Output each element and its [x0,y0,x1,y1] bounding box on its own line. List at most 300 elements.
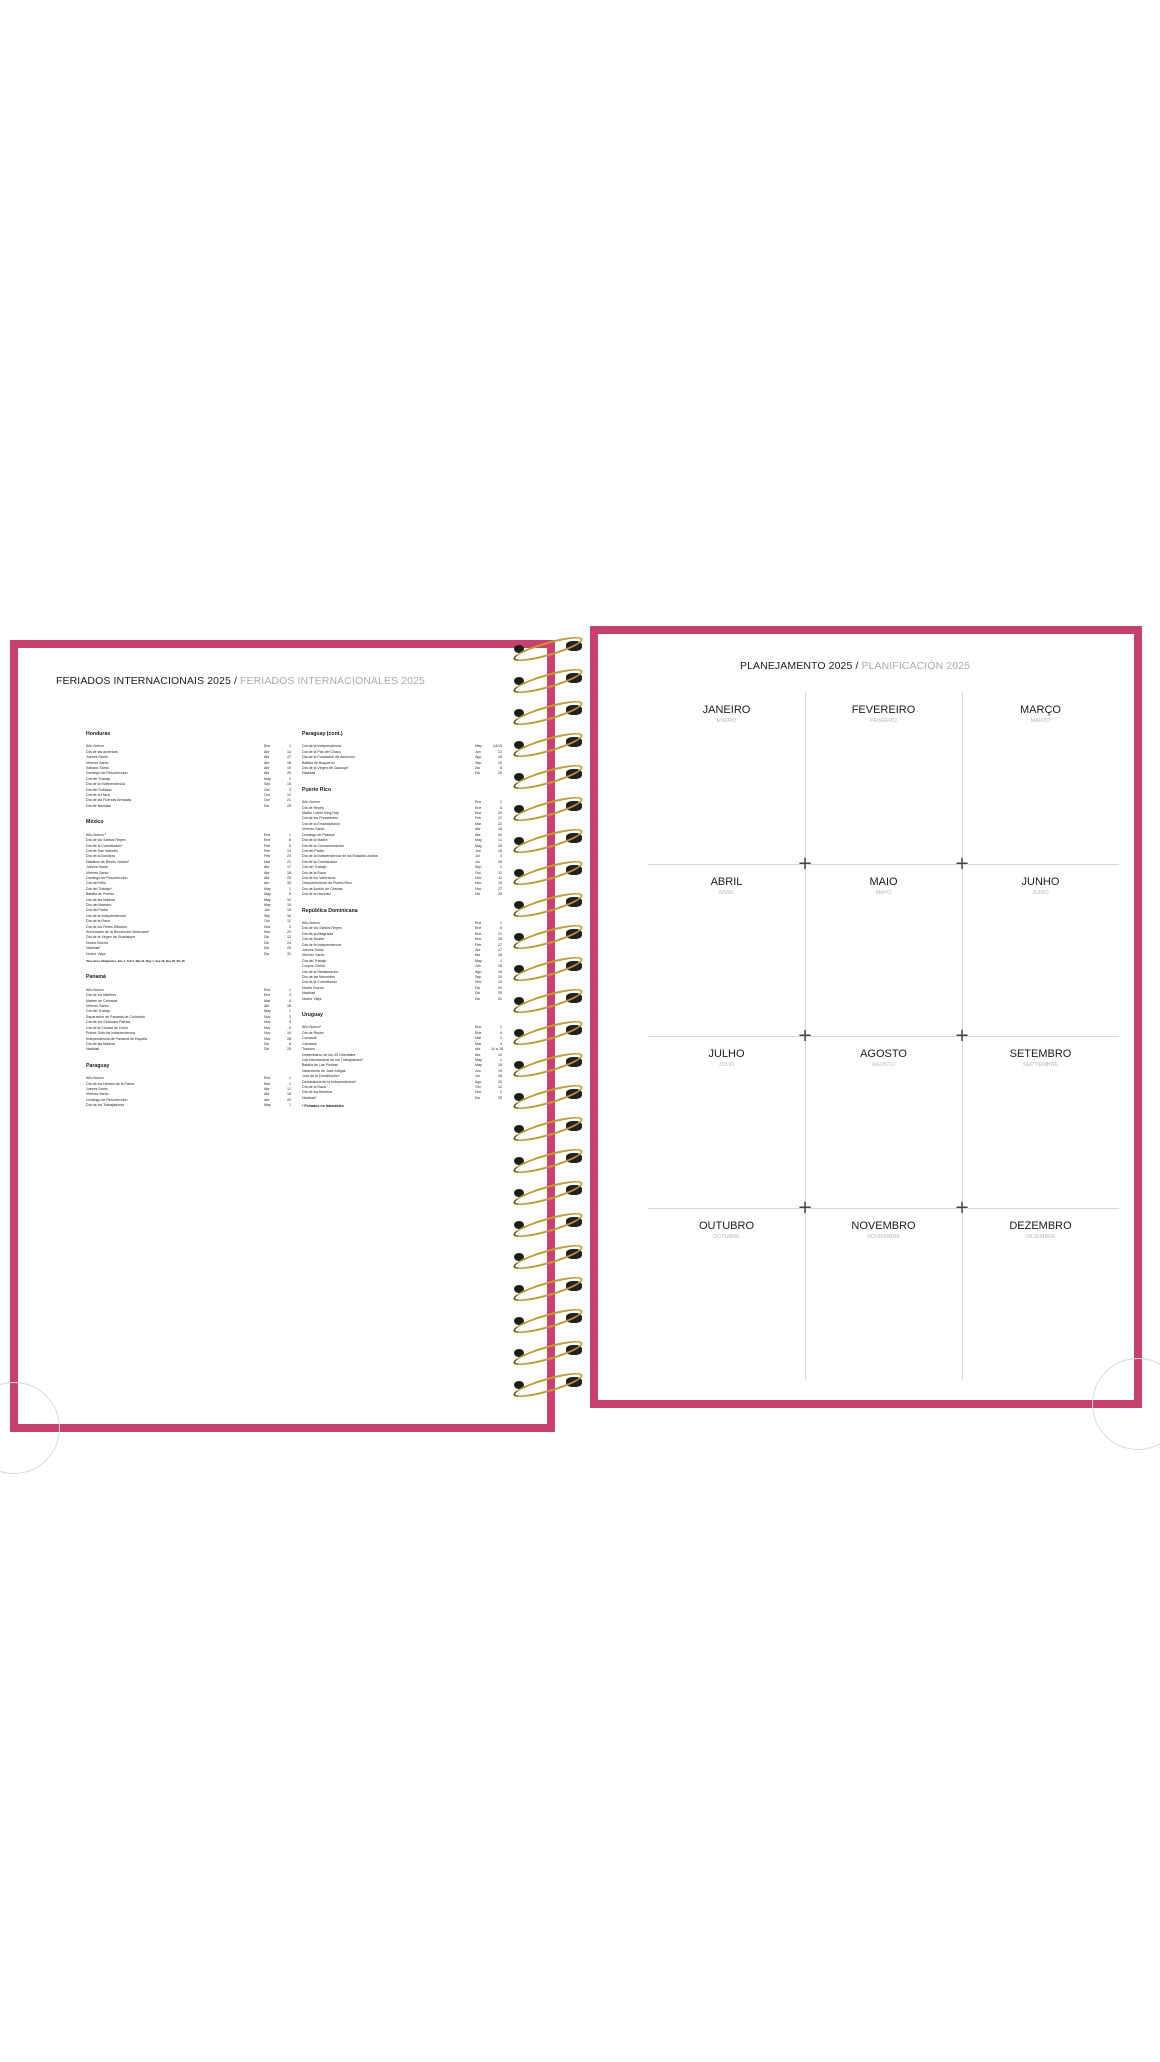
holiday-month: Dic [475,771,481,776]
spiral-ring [512,832,586,850]
holiday-name: Día de Reyes [302,1030,324,1035]
holiday-day: 16 [287,913,291,918]
holiday-name: Jueves Santo [86,755,108,760]
holiday-day: 27 [498,886,502,891]
holiday-day: 31 [498,996,502,1001]
holiday-day: 2 [500,1090,502,1095]
holiday-name: Batalla de Las Piedras [302,1063,338,1068]
holiday-day: 18 [498,827,502,832]
month-name-es: JUNIO [1032,890,1049,896]
holiday-month: Mar [264,859,271,864]
holiday-day: 6 [500,926,502,931]
month-name-es: NOVIEMBRE [866,1234,900,1240]
right-page-title [740,660,970,672]
holiday-name: Día de la Independencia de los Estados Unidos [302,854,378,859]
holiday-month: Oct [475,870,481,875]
holiday-month: Ene [475,1025,482,1030]
holiday-row [86,952,291,957]
holiday-month: Abr [264,766,270,771]
holiday-month: May [475,1057,482,1062]
holiday-month: Ene [264,987,271,992]
holiday-month: May [264,897,271,902]
holiday-day: 18 [287,1092,291,1097]
holiday-name: Jueves Santo [302,948,324,952]
holiday-row [302,997,502,1002]
holiday-day: 15 [498,848,502,853]
holiday-day: 6 [500,1030,502,1035]
grid-cross-mark: + [954,853,970,874]
right-title-separator: / [852,660,862,672]
holiday-name: Batalla de Puebla [86,892,115,897]
month-name: MAIO [869,876,898,888]
holiday-day: 30 [287,881,291,886]
holiday-day: 6 [500,805,502,810]
holiday-name: Domingo de Resurrección [86,875,128,880]
holiday-day: 1 [289,1103,291,1108]
holiday-month: Dic [475,1095,481,1100]
holiday-day: 21 [498,931,502,936]
holiday-name: Día de la Navidad [302,892,331,897]
holiday-day: 24 [498,975,502,980]
holiday-name: Día de los Símbolos Patrios [86,1020,131,1025]
spiral-ring [512,1248,586,1266]
holiday-month: Ene [475,926,482,931]
holiday-day: 12 [498,870,502,875]
holiday-name: Día Internacional de los Trabajadores* [302,1057,364,1062]
holiday-name: Jueves Santo [86,865,108,870]
holiday-name: Domingo de Resurrección [86,771,128,776]
holiday-name: Día de los Presidentes [302,816,339,821]
holiday-day: 1 [500,865,502,870]
holiday-month: Ago [475,755,482,760]
holiday-name: Corpus Christi [302,964,325,969]
holiday-month: Abr [475,832,481,837]
holiday-name: Día del Trabajo* [86,886,112,891]
holiday-month: Mar [475,1036,482,1041]
holiday-name: Día de Navidad [86,803,111,808]
holiday-name: Viernes Santo [302,827,325,832]
holiday-day: 14 a 18 [491,1047,503,1052]
holiday-name: Turismo [302,1047,315,1052]
holiday-name: Jura de la Constitución* [302,1074,340,1079]
holiday-month: Abr [475,953,481,958]
holiday-name: Día de los Héroes de la Patria [86,1081,134,1086]
spiral-ring [512,704,586,722]
holiday-month: Nov [264,1014,271,1019]
spiral-ring [512,800,586,818]
country-heading: Paraguay [86,1062,110,1069]
holiday-month: Ene [264,744,271,749]
holiday-name: Año Nuevo [302,800,320,805]
holiday-day: 25 [498,859,502,864]
holiday-name: Año Nuevo [86,987,104,992]
holiday-month: Abr [264,1086,270,1091]
holiday-name: Día de San Valentín [86,848,118,853]
holiday-day: 24 [287,854,291,859]
month-cell-junho [962,864,1119,1036]
month-planning-grid [648,692,1120,1382]
holiday-month: Nov [475,1090,482,1095]
holiday-name: Día de la Raza [302,1084,326,1089]
holiday-month: Nov [264,930,271,934]
grid-cross-mark: + [954,1025,970,1046]
spiral-ring [512,896,586,914]
month-name-es: ABRIL [718,890,735,896]
holiday-day: 4 [500,1041,502,1046]
holiday-day: 1 [289,776,291,781]
country-heading: Puerto Rico [302,786,332,793]
holiday-name: Jueves Santo [86,1086,108,1091]
holiday-name: Día de la Raza [302,870,326,875]
holiday-month: May [475,1063,482,1068]
holiday-day: 15 [498,755,502,760]
holiday-day: 24 [287,940,291,945]
holiday-day: 18 [287,760,291,765]
holiday-month: May [264,902,271,907]
holiday-name: Día del Padre [302,848,324,853]
holiday-month: Sep [475,975,482,980]
grid-cross-mark: + [797,1197,813,1218]
spiral-ring [512,1152,586,1170]
holiday-name: Día de la Virgen de Guadalupe [86,935,136,940]
month-name-es: SEPTIEMBRE [1022,1062,1059,1068]
holiday-name: Viernes Santo [302,953,325,958]
holiday-month: Sep [475,760,482,765]
month-name-es: ENERO [716,718,737,724]
holiday-name: Navidad [302,771,316,776]
holiday-month: Ene [475,937,482,942]
holiday-section [302,1013,502,1110]
spiral-ring [512,960,586,978]
holiday-day: 19 [498,1068,502,1073]
holiday-name: Día de la Constitución* [86,843,123,848]
holiday-name: Año Nuevo [86,744,104,749]
holiday-section [86,1064,291,1109]
holiday-month: May [264,1009,271,1014]
holiday-month: Ago [475,1079,482,1084]
holiday-name: Batalla de Boquerón [302,760,335,765]
holiday-name: Día de los Santos Reyes [302,926,342,931]
month-name: SETEMBRO [1009,1048,1072,1060]
holiday-name: Viernes Santo [86,1092,109,1097]
month-cell-maio [805,864,962,1036]
left-page-title [56,675,425,687]
holiday-month: Sep [264,782,271,787]
holiday-day: 25 [498,1079,502,1084]
holiday-month: Sep [475,865,482,870]
holiday-day: 18 [287,1004,291,1009]
holiday-day: 1 [289,744,291,749]
holiday-name: Día de la Madre [302,838,328,843]
holiday-name: Viernes Santo [86,870,109,875]
holiday-month: Ene [475,805,482,810]
holiday-day: 9 [289,993,291,998]
left-title-sub: FERIADOS INTERNACIONALES 2025 [240,675,425,687]
holiday-name: Día de las Américas [86,749,118,754]
holiday-month: Dic [475,996,481,1001]
holiday-name: Primer Grito de Independencia [86,1031,135,1036]
holiday-name: Año Nuevo [86,1076,104,1081]
holiday-day: 25 [287,946,291,951]
holiday-month: Dic [264,951,270,956]
holiday-row [86,1103,291,1108]
holiday-day: 25 [498,771,502,776]
grid-horizontal-line [648,864,1119,865]
holiday-month: Ene [264,993,271,998]
holiday-month: Abr [475,827,481,832]
holiday-name: Día de las Fuerzas Armadas [86,798,132,803]
holiday-name: Día de la Raza [86,793,110,798]
spiral-ring [512,928,586,946]
holiday-month: Jun [475,848,481,853]
holiday-day: 5 [289,1025,291,1030]
month-cell-julho [648,1036,805,1208]
holiday-day: 10 [287,1031,291,1036]
holiday-day: 25 [498,1095,502,1100]
right-page-planning [590,626,1142,1408]
holiday-day: 5 [289,843,291,848]
month-name: OUTUBRO [699,1220,754,1232]
holiday-name: Domingo de Pascua [302,832,335,837]
holiday-section [86,732,291,809]
holiday-month: Nov [475,875,482,880]
holiday-day: 18 [498,1074,502,1079]
spiral-ring [512,1280,586,1298]
holiday-day: 3 [289,1014,291,1019]
holiday-name: Día de la Paz del Chaco [302,749,341,754]
holiday-day: 4 [500,854,502,859]
holiday-column-2 [302,732,502,1121]
month-name: AGOSTO [860,1048,907,1060]
month-name-es: DICIEMBRE [1025,1234,1056,1240]
holiday-day: 22 [498,821,502,826]
spiral-ring [512,672,586,690]
month-name-es: JULIO [718,1062,735,1068]
month-name: JANEIRO [702,704,751,716]
holiday-month: Nov [475,881,482,886]
holiday-day: 20 [498,811,502,816]
holiday-month: Abr [264,749,270,754]
holiday-month: Nov [475,886,482,891]
holiday-day: 12 [287,919,291,924]
month-name: FEVEREIRO [851,704,916,716]
holiday-month: Ene [264,832,271,837]
holiday-month: May [475,838,482,843]
holiday-name: Día de la Conmemoración [302,843,344,848]
holiday-day: 1 [500,920,502,925]
holiday-row [302,892,502,897]
holiday-month: Ene [475,800,482,805]
holiday-day: 14/15 [493,744,502,749]
holiday-name: Día de Acción de Gracias [302,886,343,891]
holiday-day: 21 [287,798,291,803]
spiral-ring [512,1184,586,1202]
month-name: NOVEMBRO [851,1220,916,1232]
holiday-day: 15 [287,782,291,787]
holiday-name: Día del Maestro [86,902,112,907]
holiday-day: 12 [498,1084,502,1089]
holiday-day: 20 [287,930,291,934]
holiday-month: Dic [264,1041,270,1046]
holiday-name: Día de Reyes [302,805,324,810]
holiday-name: Navidad* [86,946,101,951]
holiday-month: Mar [264,998,271,1003]
month-name-es: FEBRERO [870,718,897,724]
holiday-day: 3 [500,1036,502,1041]
page-corner-curve [0,1382,60,1474]
holiday-name: Martin Luther King Day [302,811,339,816]
holiday-day: 1 [289,1081,291,1086]
spiral-ring [512,1344,586,1362]
holiday-month: Feb [264,848,271,853]
holiday-month: Abr [264,755,270,760]
holiday-day: 1 [500,800,502,805]
holiday-month: Oct [264,793,270,798]
holiday-month: Jun [475,964,481,969]
holiday-name: Separación de Panamá de Colombia [86,1014,145,1019]
holiday-name: Día de los Trabajadores [86,1103,125,1108]
holiday-month: Ene [264,1076,271,1081]
holiday-day: 1 [289,1009,291,1014]
holiday-day: 4 [289,998,291,1003]
holiday-day: 12 [287,935,291,940]
holiday-name: Noche Buena [86,940,108,945]
holiday-month: Feb [264,854,271,859]
holiday-day: 17 [287,865,291,870]
holiday-name: Nacimiento de José Artigas [302,1068,346,1073]
holiday-section [86,820,291,964]
holiday-name: Carnaval [302,1036,317,1041]
holiday-month: Oct [264,798,270,803]
holiday-month: Jun [475,1068,481,1073]
country-heading: México [86,819,104,826]
holiday-name: Natalicio de Benito Juárez* [86,859,130,864]
holiday-month: Ago [475,969,482,974]
holiday-name: Día de las Madres [86,897,116,902]
holiday-name: Aniversario de la Revolución Mexicana* [86,930,150,934]
holiday-month: Jul [475,859,480,864]
holiday-name: Día del Trabajo [302,958,327,963]
holiday-name: Día de las Madres [86,1041,116,1046]
holiday-month: Abr [264,875,270,880]
holiday-day: 18 [287,870,291,875]
holiday-day: 3 [289,787,291,792]
spiral-ring [512,736,586,754]
holiday-day: 19 [498,964,502,969]
holiday-name: Día de la Altagracia [302,931,334,936]
month-cell-março [962,692,1119,864]
country-heading: Honduras [86,731,111,737]
holiday-name: Domingo de Resurrección [86,1097,128,1102]
holiday-column-1 [86,732,291,1120]
holiday-month: Jul [475,854,480,859]
holiday-name: Día de la Raza [86,919,110,924]
month-name-es: OCTUBRE [713,1234,740,1240]
right-title-main: PLANEJAMENTO 2025 [740,660,853,672]
holiday-day: 26 [498,843,502,848]
holiday-day: 10 [498,980,502,985]
holiday-name: Descubrimiento de Puerto Rico [302,881,352,886]
holiday-footnote: *Descanso Obligatorio: Ene 1, Feb 5, Mar 21, May 1, Sep 16, Nov 20, Dic 25 [86,959,185,964]
month-name-es: MARZO [1030,718,1051,724]
holiday-month: Nov [264,924,271,929]
holiday-month: Nov [264,1025,271,1030]
holiday-month: Jun [264,908,270,913]
holiday-name: Día del Trabajo [302,865,327,870]
holiday-day: 20 [287,875,291,880]
spiral-ring [512,768,586,786]
holiday-name: Navidad [86,1047,100,1052]
country-heading: Paraguay (cont.) [302,731,343,737]
holiday-day: 20 [498,832,502,837]
holiday-name: Día de las Mercedes [302,975,335,980]
holiday-month: Dic [475,892,481,897]
holiday-day: 18 [498,953,502,958]
holiday-day: 1 [289,987,291,992]
holiday-day: 10 [287,897,291,902]
holiday-day: 15 [287,908,291,913]
holiday-month: May [264,886,271,891]
holiday-name: Día del Niño [86,881,106,886]
month-name-es: AGOSTO [871,1062,896,1068]
holiday-month: Abr [264,1004,270,1009]
holiday-day: 12 [287,793,291,798]
holiday-day: 2 [289,924,291,929]
holiday-name: Día de la Independencia* [86,913,127,918]
holiday-name: Día del Trabajo [86,776,111,781]
holiday-day: 25 [498,991,502,996]
holiday-name: Día de Duarte [302,937,325,942]
holiday-month: Abr [264,881,270,886]
holiday-day: 8 [289,1041,291,1046]
holiday-row [302,1096,502,1101]
holiday-month: Oct [264,787,270,792]
holiday-month: Abr [475,1052,481,1057]
holiday-day: 31 [287,951,291,956]
holiday-month: Jul [475,1074,480,1079]
holiday-day: 20 [287,771,291,776]
holiday-day: 27 [498,942,502,947]
holiday-month: May [475,843,482,848]
holiday-section [86,975,291,1052]
holiday-name: Día de los Fieles Difuntos [86,924,127,929]
holiday-day: 8 [500,766,502,771]
spiral-ring [512,992,586,1010]
holiday-day: 18 [498,1063,502,1068]
holiday-name: Día de la Emancipación [302,821,340,826]
spiral-ring [512,640,586,658]
holiday-section [302,732,502,777]
holiday-name: Desembarco de los 33 Orientales [302,1052,356,1057]
holiday-day: 26 [498,937,502,942]
holiday-month: Dic [475,766,481,771]
holiday-month: Oct [475,1084,481,1089]
holiday-name: Día de la Constitución [302,980,338,985]
country-heading: Uruguay [302,1012,324,1019]
holiday-name: Día del Trabajo [86,1009,111,1014]
holiday-month: Abr [475,1047,481,1052]
holiday-month: Abr [264,1097,270,1102]
month-cell-janeiro [648,692,805,864]
holiday-day: 17 [287,1086,291,1091]
month-name: ABRIL [710,876,743,888]
holiday-month: May [264,892,271,897]
holiday-name: Día de la Constitución [302,859,338,864]
holiday-day: 29 [498,760,502,765]
holiday-name: Sábado Santo [86,766,109,771]
month-name: DEZEMBRO [1009,1220,1072,1232]
spiral-ring [512,1312,586,1330]
